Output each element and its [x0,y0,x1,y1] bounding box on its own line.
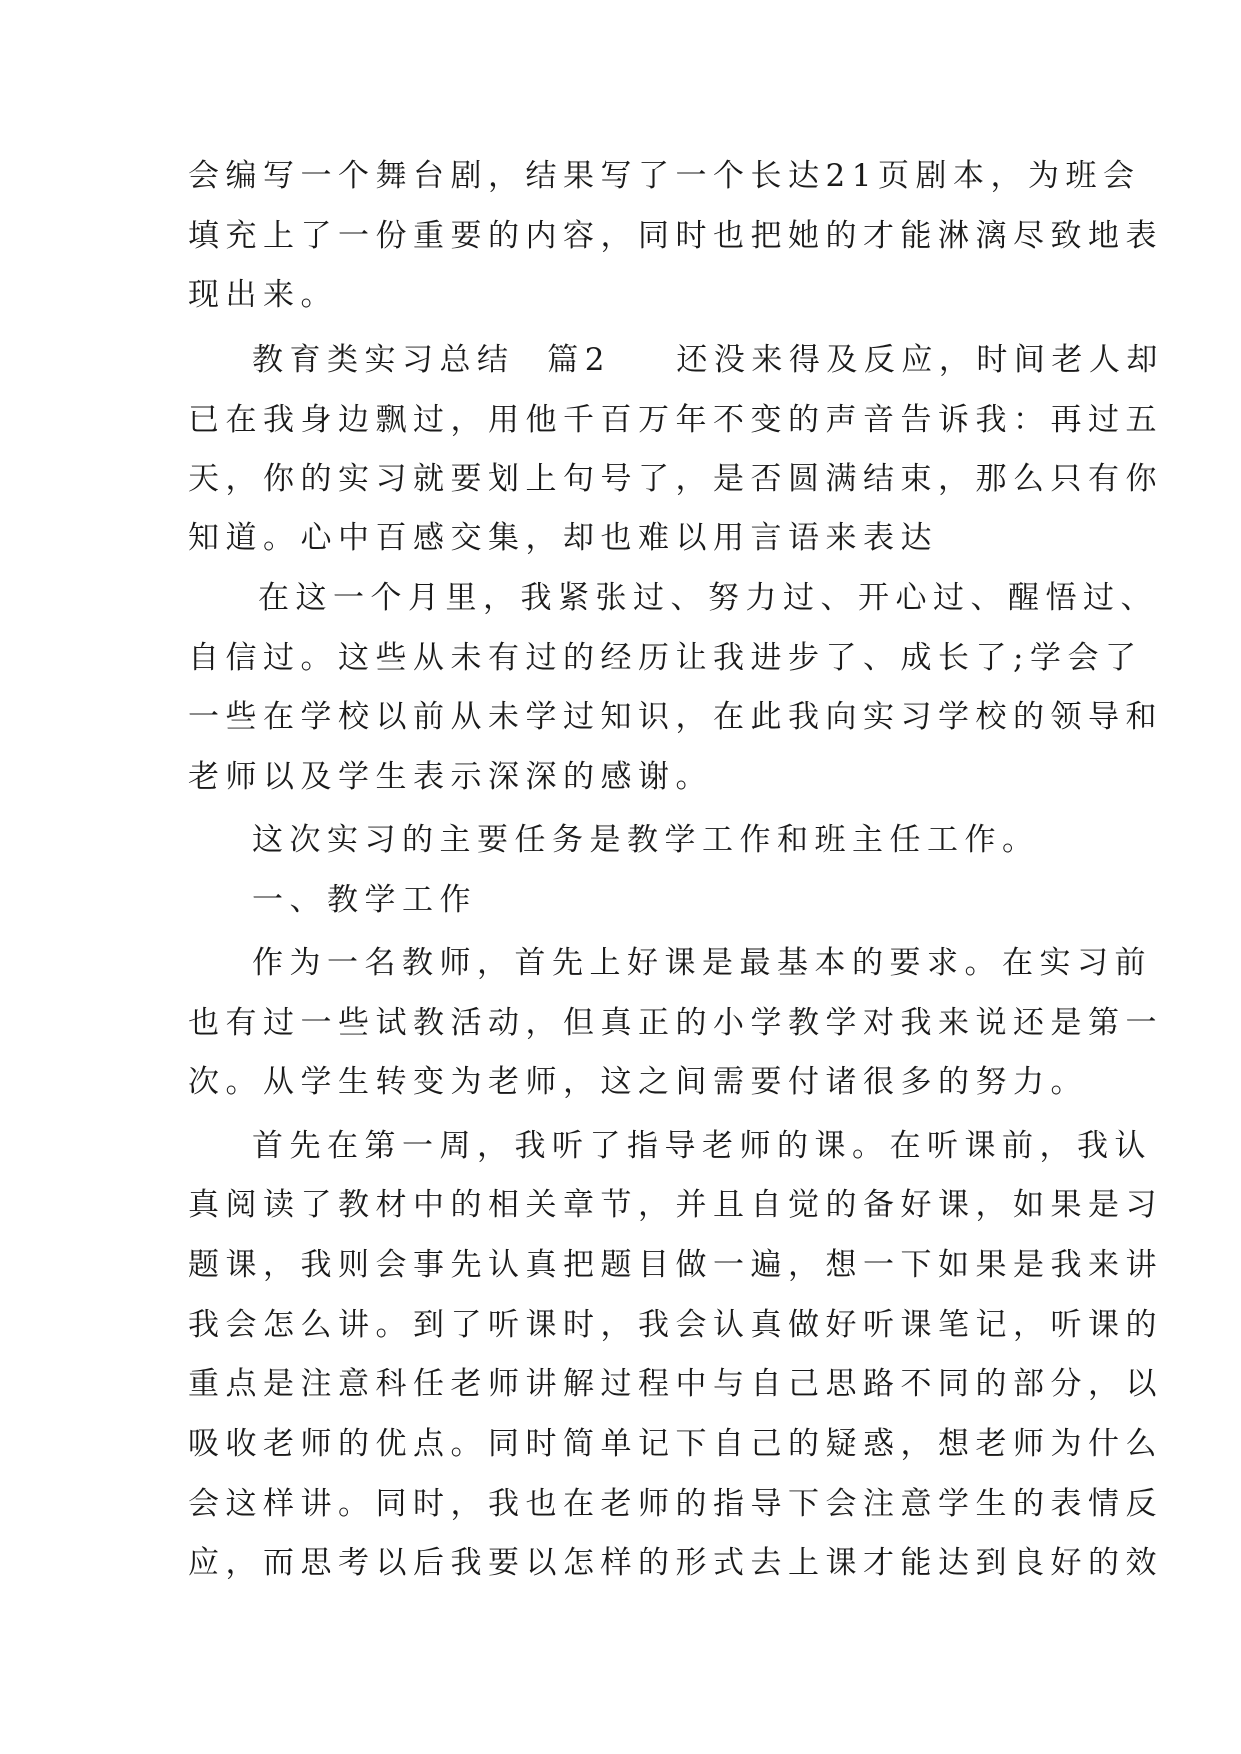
text-line: 在这一个月里，我紧张过、努力过、开心过、醒悟过、 [258,580,1158,616]
text-line: 知道。心中百感交集，却也难以用言语来表达 [188,520,938,556]
text-line: 天，你的实习就要划上句号了，是否圆满结束，那么只有你 [188,461,1163,497]
text-line: 这次实习的主要任务是教学工作和班主任工作。 [252,822,1040,858]
text-line: 会编写一个舞台剧，结果写了一个长达21页剧本，为班会 [188,158,1141,194]
text-line: 会这样讲。同时，我也在老师的指导下会注意学生的表情反 [188,1486,1163,1522]
text-line: 真阅读了教材中的相关章节，并且自觉的备好课，如果是习 [188,1187,1163,1223]
text-line: 吸收老师的优点。同时简单记下自己的疑惑，想老师为什么 [188,1426,1163,1462]
text-line: 我会怎么讲。到了听课时，我会认真做好听课笔记，听课的 [188,1307,1163,1343]
text-line: 作为一名教师，首先上好课是最基本的要求。在实习前 [252,945,1152,981]
text-line: 次。从学生转变为老师，这之间需要付诸很多的努力。 [188,1064,1088,1100]
text-line: 应，而思考以后我要以怎样的形式去上课才能达到良好的效 [188,1545,1163,1581]
text-line: 也有过一些试教活动，但真正的小学教学对我来说还是第一 [188,1005,1163,1041]
text-line: 已在我身边飘过，用他千百万年不变的声音告诉我：再过五 [188,402,1163,438]
text-line: 老师以及学生表示深深的感谢。 [188,759,713,795]
text-line: 填充上了一份重要的内容，同时也把她的才能淋漓尽致地表 [188,218,1163,254]
text-line: 一些在学校以前从未学过知识，在此我向实习学校的领导和 [188,699,1163,735]
text-line: 重点是注意科任老师讲解过程中与自己思路不同的部分，以 [188,1366,1163,1402]
text-line: 现出来。 [188,277,338,313]
subheading-line: 一、教学工作 [252,882,477,918]
text-line: 首先在第一周，我听了指导老师的课。在听课前，我认 [252,1128,1152,1164]
text-line: 题课，我则会事先认真把题目做一遍，想一下如果是我来讲 [188,1247,1163,1283]
text-line: 自信过。这些从未有过的经历让我进步了、成长了;学会了 [188,640,1143,676]
section-heading-line: 教育类实习总结 篇2 还没来得及反应，时间老人却 [252,342,1164,378]
